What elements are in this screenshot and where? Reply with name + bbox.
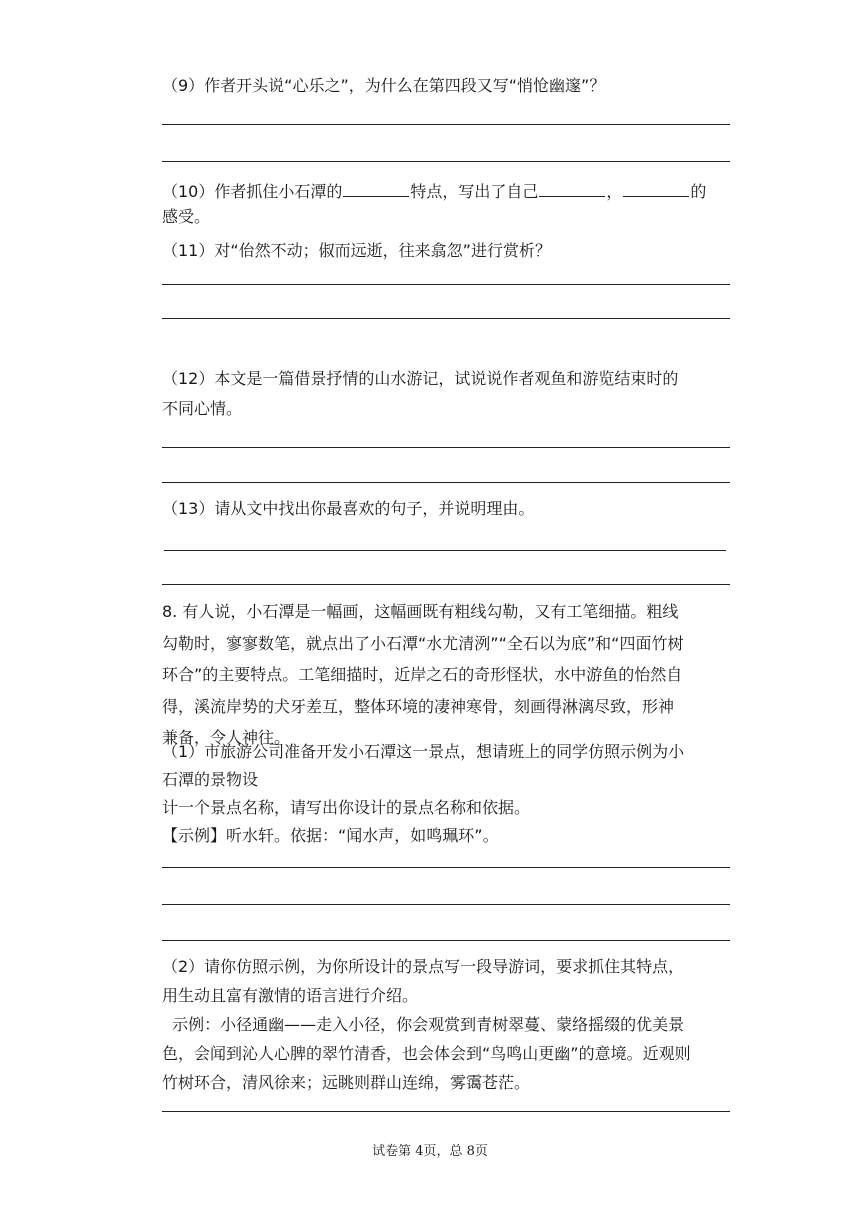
question-12-line: 不同心情。	[162, 399, 243, 418]
answer-line	[162, 124, 730, 125]
question-8-passage	[162, 596, 730, 754]
q10-text: ，	[606, 182, 623, 201]
question-12	[162, 364, 730, 424]
fill-blank[interactable]	[623, 178, 689, 197]
fill-blank[interactable]	[539, 178, 605, 197]
question-8-sub-1	[162, 738, 730, 850]
question-8-sub-2	[162, 952, 730, 1097]
sub-question-line: （2）请你仿照示例，为你所设计的景点写一段导游词，要求抓住其特点，	[162, 957, 685, 976]
passage-line: 得，溪流岸势的犬牙差互，整体环境的凄神寒骨，刻画得淋漓尽致，形神	[162, 696, 675, 716]
question-9: （9）作者开头说“心乐之”，为什么在第四段又写“悄怆幽邃”？	[162, 76, 606, 95]
question-11: （11）对“佁然不动；俶而远逝，往来翕忽”进行赏析？	[162, 241, 551, 260]
q10-text: （10）作者抓住小石潭的	[162, 182, 343, 201]
fill-blank[interactable]	[343, 178, 409, 197]
question-10-cont: 感受。	[162, 207, 211, 226]
page-footer: 试卷第 4页，总 8页	[372, 1144, 488, 1159]
sub-question-line: （1）市旅游公司准备开发小石潭这一景点，想请班上的同学仿照示例为小	[162, 742, 685, 761]
answer-line	[162, 447, 730, 448]
sub-question-line: 石潭的景物设	[162, 770, 259, 789]
example-line: 示例：小径通幽——走入小径，你会观赏到青树翠蔓、蒙络摇缀的优美景	[162, 1015, 685, 1034]
passage-line: 兼备，令人神往。	[162, 728, 291, 747]
answer-line	[162, 940, 730, 941]
answer-line	[162, 482, 730, 483]
answer-line	[162, 867, 730, 868]
passage-line: 8. 有人说，小石潭是一幅画，这幅画既有粗线勾勒，又有工笔细描。粗线	[162, 602, 679, 621]
sub-question-line: 用生动且富有激情的语言进行介绍。	[162, 986, 419, 1005]
q10-text: 的	[690, 182, 707, 201]
question-13: （13）请从文中找出你最喜欢的句子，并说明理由。	[162, 499, 535, 518]
answer-line	[162, 904, 730, 905]
q10-text: 特点，写出了自己	[410, 182, 539, 201]
answer-line	[162, 318, 730, 319]
example-line: 【示例】听水轩。依据：“闻水声，如鸣珮环”。	[162, 826, 499, 845]
example-line: 竹树环合，清风徐来；远眺则群山连绵，雾霭苍茫。	[162, 1073, 531, 1092]
example-line: 色，会闻到沁人心脾的翠竹清香，也会体会到“鸟鸣山更幽”的意境。近观则	[162, 1044, 691, 1063]
question-12-line: （12）本文是一篇借景抒情的山水游记，试说说作者观鱼和游览结束时的	[162, 369, 679, 388]
passage-line: 环合”的主要特点。工笔细描时，近岸之石的奇形怪状，水中游鱼的怡然自	[162, 665, 683, 684]
answer-line	[162, 161, 730, 162]
passage-line: 勾勒时，寥寥数笔，就点出了小石潭“水尤清洌”“全石以为底”和“四面竹树	[162, 633, 684, 653]
answer-line	[164, 550, 726, 551]
sub-question-line: 计一个景点名称，请写出你设计的景点名称和依据。	[162, 798, 531, 817]
answer-line	[162, 584, 730, 585]
answer-line	[162, 1111, 730, 1112]
answer-line	[162, 284, 730, 285]
